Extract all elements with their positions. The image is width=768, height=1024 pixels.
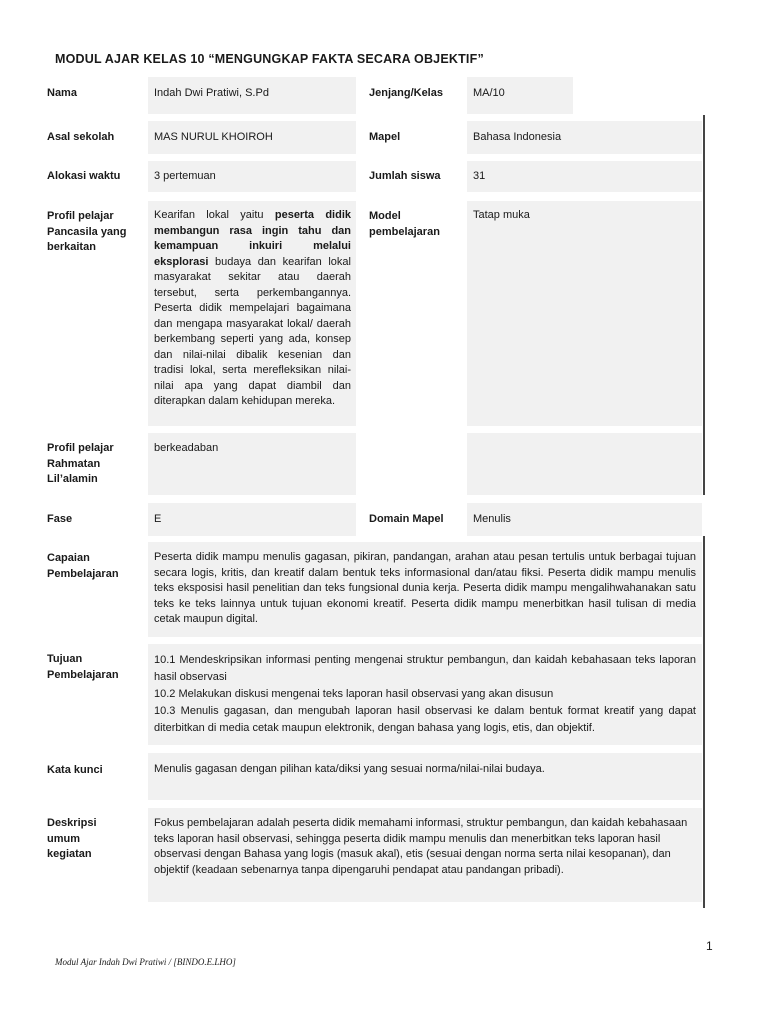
- value-jenjang-kelas-text: MA/10: [473, 87, 505, 99]
- value-model-pembelajaran-text: Tatap muka: [473, 209, 530, 221]
- value-deskripsi-umum: [148, 808, 702, 902]
- label-asal-sekolah: Asal sekolah: [47, 131, 115, 143]
- footer-text: Modul Ajar Indah Dwi Pratiwi / [BINDO.E.LHO]: [55, 957, 236, 967]
- value-nama: [148, 77, 356, 114]
- tujuan-item-2: 10.2 Melakukan diskusi mengenai teks laporan hasil observasi yang akan disusun: [154, 688, 554, 700]
- value-mapel-text: Bahasa Indonesia: [473, 131, 562, 143]
- value-profil-rahmatan-text: berkeadaban: [154, 442, 219, 454]
- value-jumlah-siswa: [467, 161, 702, 192]
- value-profil-rahmatan: [148, 433, 356, 495]
- value-mapel: [467, 121, 702, 154]
- label-fase: Fase: [47, 513, 73, 525]
- label-tujuan-pembelajaran: Tujuan Pembelajaran: [47, 653, 119, 681]
- label-alokasi-waktu: Alokasi waktu: [47, 170, 121, 182]
- label-profil-rahmatan: Profil pelajar Rahmatan Lil’alamin: [47, 442, 114, 485]
- value-deskripsi-text: Fokus pembelajaran adalah peserta didik memahami informasi, struktur pembangun, dan kaidah kebahasaan teks laporan hasil observasi, sehingga peserta didik mampu menulis dan menerbitkan teks laporan hasil observasi dengan Bahasa yang logis (masuk akal), etis (sesuai dengan norma serta nilai kesopanan), dan objektif (keadaan sebenarnya tanpa dipengaruhi pendapat atau pandangan pribadi).: [154, 817, 688, 876]
- value-fase: [148, 503, 356, 536]
- right-border-line: [703, 115, 705, 495]
- value-asal-sekolah: [148, 121, 356, 154]
- label-domain-mapel: Domain Mapel: [369, 513, 444, 525]
- label-profil-pancasila: Profil pelajar Pancasila yang berkaitan: [47, 210, 127, 253]
- value-model-pembelajaran: [467, 201, 702, 426]
- label-model-pembelajaran: Model pembelajaran: [369, 210, 440, 238]
- right-border-line-lower: [703, 536, 705, 908]
- value-capaian-text: Peserta didik mampu menulis gagasan, pikiran, pandangan, arahan atau pesan tertulis untuk berbagai tujuan secara logis, kritis, dan kreatif dalam bentuk teks informasional dan/atau fiksi. Peserta didik mampu menulis teks eksposisi hasil penelitian dan teks fungsional dunia kerja. Peserta didik mampu mengalihwahanakan satu teks ke teks lainnya untuk tujuan ekonomi kreatif. Peserta didik mampu menerbitkan hasil tulisan di media cetak maupun digital.: [154, 551, 696, 625]
- value-domain-mapel-text: Menulis: [473, 513, 511, 525]
- empty-cell-rahmatan: [467, 433, 702, 495]
- label-mapel: Mapel: [369, 131, 401, 143]
- value-nama-text: Indah Dwi Pratiwi, S.Pd: [154, 87, 269, 99]
- value-profil-pancasila: [148, 201, 356, 426]
- label-deskripsi-umum: Deskripsi umum kegiatan: [47, 817, 97, 860]
- tujuan-item-3: 10.3 Menulis gagasan, dan mengubah laporan hasil observasi ke dalam bentuk format kreatif yang dapat diterbitkan di media cetak maupun elektronik, dengan bahasa yang logis, etis, dan objektif.: [154, 705, 696, 734]
- value-domain-mapel: [467, 503, 702, 536]
- profil-text-bold: peserta didik membangun rasa ingin tahu dan kemampuan inkuiri melalui eksplorasi: [154, 209, 352, 268]
- value-asal-sekolah-text: MAS NURUL KHOIROH: [154, 131, 273, 143]
- value-jenjang-kelas: [467, 77, 573, 114]
- label-kata-kunci: Kata kunci: [47, 764, 103, 776]
- page-number: 1: [706, 939, 713, 953]
- value-tujuan-pembelajaran: [148, 644, 702, 745]
- value-fase-text: E: [154, 513, 162, 525]
- label-jumlah-siswa: Jumlah siswa: [369, 170, 441, 182]
- value-kata-kunci-text: Menulis gagasan dengan pilihan kata/diksi yang sesuai norma/nilai-nilai budaya.: [154, 763, 545, 775]
- tujuan-item-1: 10.1 Mendeskripsikan informasi penting mengenai struktur pembangun, dan kaidah kebahasaan teks laporan hasil observasi: [154, 654, 696, 683]
- profil-text-intro: Kearifan lokal yaitu: [154, 209, 275, 221]
- label-nama: Nama: [47, 87, 77, 99]
- value-capaian-pembelajaran: [148, 542, 702, 637]
- profil-text-rest: budaya dan kearifan lokal masyarakat sekitar atau daerah tersebut, serta perkembangannya. Peserta didik mempelajari bagaimana dan mengapa masyarakat lokal/ daerah berkembang seperti yang ada, konsep dan nilai-nilai dibalik kesenian dan tradisi lokal, serta merefleksikan nilai-nilai apa yang dapat diambil dan diterapkan dalam kehidupan mereka.: [154, 255, 351, 407]
- label-capaian-pembelajaran: Capaian Pembelajaran: [47, 552, 119, 580]
- label-jenjang-kelas: Jenjang/Kelas: [369, 87, 443, 99]
- value-kata-kunci: [148, 753, 702, 800]
- value-alokasi-waktu: [148, 161, 356, 192]
- value-jumlah-siswa-text: 31: [473, 170, 486, 182]
- document-title: MODUL AJAR KELAS 10 “MENGUNGKAP FAKTA SECARA OBJEKTIF”: [55, 52, 484, 66]
- value-alokasi-waktu-text: 3 pertemuan: [154, 170, 216, 182]
